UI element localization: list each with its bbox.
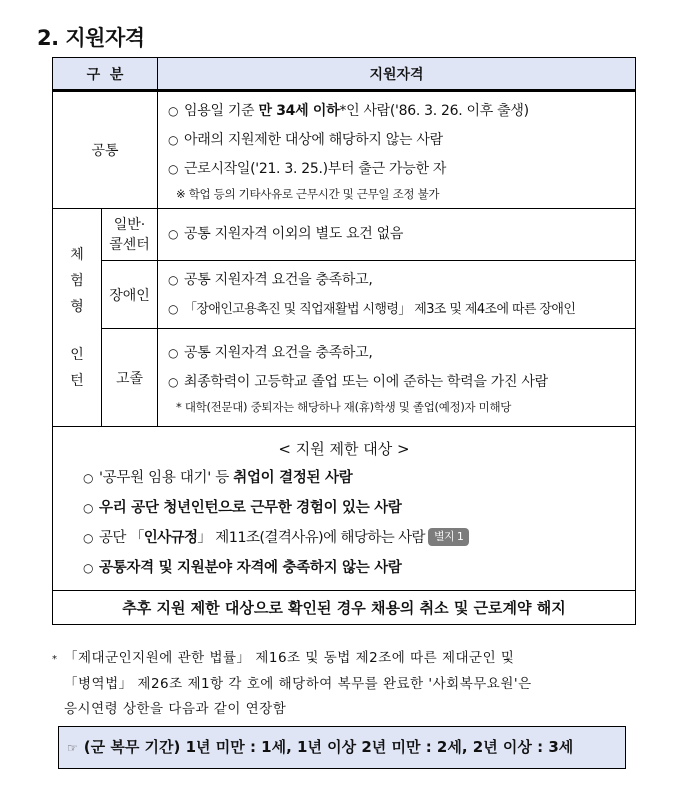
restriction-row <box>53 427 636 591</box>
restriction-content <box>53 427 636 591</box>
age-extension-text: (군 복무 기간) 1년 미만 : 1세, 1년 이상 2년 미만 : 2세, 2년 이상 : 3세 <box>83 738 574 756</box>
restriction-footer-row <box>53 591 636 625</box>
highschool-note: * 대학(전문대) 중퇴자는 해당하나 재(휴)학생 및 졸업(예정)자 미해당 <box>176 399 512 414</box>
intern-disabled-row <box>53 261 636 329</box>
age-extension-footnote: * 「제대군인지원에 관한 법률」 제16조 및 동법 제2조에 따른 제대군인 및 「병역법」 제26조 제1항 각 호에 해당하여 복무를 완료한 '사회복무요원'은 응시연령 상한을 다음과 같이 연장함 <box>52 646 642 722</box>
section-title: 2. 지원자격 <box>37 26 145 50</box>
pointing-hand-icon: ☞ <box>67 741 78 755</box>
intern-highschool-row <box>53 329 636 427</box>
restriction-item: ○ '공무원 임용 대기' 등 취업이 결정된 사람 <box>83 463 605 493</box>
restriction-item: ○ 공통자격 및 지원분야 자격에 충족하지 않는 사람 <box>83 553 605 583</box>
common-note: ※ 학업 등의 기타사유로 근무시간 및 근무일 조정 불가 <box>176 186 440 201</box>
circle-bullet-icon: ○ <box>168 103 179 118</box>
circle-bullet-icon: ○ <box>168 374 179 389</box>
intern-disabled-label: 장애인 <box>102 261 158 329</box>
intern-highschool-label: 고졸 <box>102 329 158 427</box>
intern-disabled-content: ○ 공통 지원자격 요건을 충족하고, ○ 「장애인고용촉진 및 직업재활법 시행령」 제3조 및 제4조에 따른 장애인 <box>158 261 636 329</box>
circle-bullet-icon: ○ <box>168 132 179 147</box>
common-item: ○ 근로시작일('21. 3. 25.)부터 출근 가능한 자 <box>168 155 625 184</box>
intern-general-row <box>53 209 636 261</box>
common-content <box>158 91 636 209</box>
common-label: 공통 <box>53 91 158 209</box>
intern-general-label: 일반· 콜센터 <box>102 209 158 261</box>
circle-bullet-icon: ○ <box>168 161 179 176</box>
circle-bullet-icon: ○ <box>168 301 178 316</box>
attachment-badge: 별지 1 <box>428 528 469 546</box>
header-category: 구 분 <box>53 58 158 91</box>
intern-highschool-content: ○ 공통 지원자격 요건을 충족하고, ○ 최종학력이 고등학교 졸업 또는 이에 준하는 학력을 가진 사람 * 대학(전문대) 중퇴자는 해당하나 재(휴)학생 및 졸업(예정)자 미해당 <box>158 329 636 427</box>
intern-group-label: 체 험 형 인 턴 <box>53 209 102 427</box>
common-row <box>53 91 636 209</box>
restriction-item: ○ 공단 「인사규정」 제11조(결격사유)에 해당하는 사람 별지 1 <box>83 523 605 553</box>
header-qualification: 지원자격 <box>158 58 636 91</box>
circle-bullet-icon: ○ <box>83 500 94 515</box>
restriction-footer: 추후 지원 제한 대상으로 확인된 경우 채용의 취소 및 근로계약 해지 <box>53 591 636 625</box>
footnote-marker: * <box>52 654 58 665</box>
table-header-row <box>53 58 636 91</box>
common-item: ○ 아래의 지원제한 대상에 해당하지 않는 사람 <box>168 126 625 155</box>
circle-bullet-icon: ○ <box>83 470 94 485</box>
common-item: ○ 임용일 기준 만 34세 이하*인 사람('86. 3. 26. 이후 출생) <box>168 97 625 126</box>
circle-bullet-icon: ○ <box>168 227 179 241</box>
restriction-item: ○ 우리 공단 청년인턴으로 근무한 경험이 있는 사람 <box>83 493 605 523</box>
qualification-table <box>52 57 636 625</box>
age-extension-box <box>58 726 626 769</box>
circle-bullet-icon: ○ <box>83 560 94 575</box>
restriction-title: < 지원 제한 대상 > <box>278 439 410 458</box>
circle-bullet-icon: ○ <box>168 345 179 360</box>
circle-bullet-icon: ○ <box>168 272 179 287</box>
intern-general-content: ○ 공통 지원자격 이외의 별도 요건 없음 <box>158 209 636 261</box>
circle-bullet-icon: ○ <box>83 530 93 545</box>
